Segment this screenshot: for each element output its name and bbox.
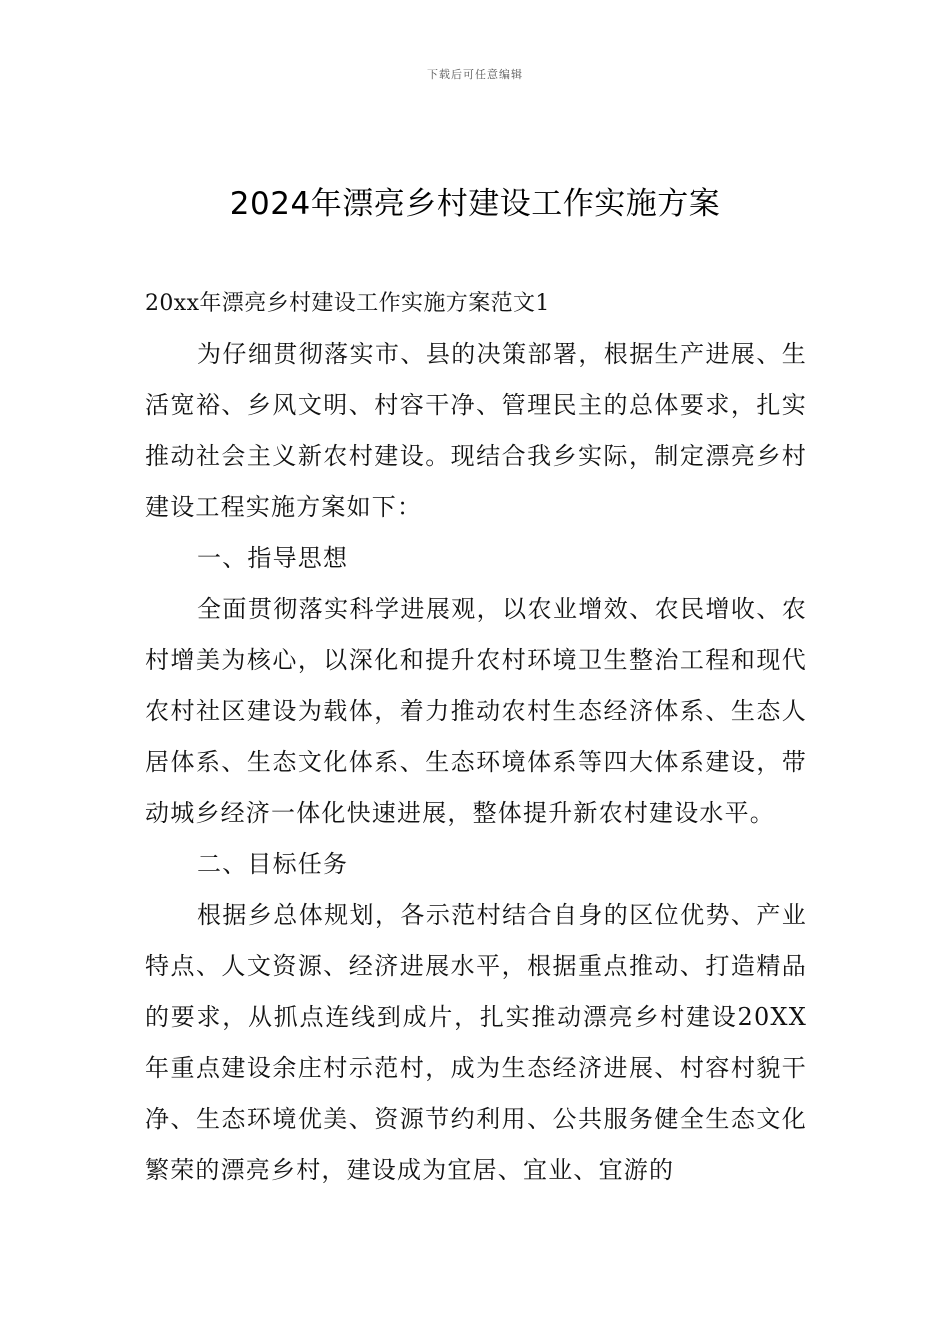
section-heading-objectives: 二、目标任务 [197, 850, 349, 878]
document-title: 2024年漂亮乡村建设工作实施方案 [229, 186, 721, 222]
document-body [145, 278, 807, 1196]
section-body-guiding-thought: 全面贯彻落实科学进展观，以农业增效、农民增收、农村增美为核心，以深化和提升农村环境卫生整治工程和现代农村社区建设为载体，着力推动农村生态经济体系、生态人居体系、生态文化体系、生态环境体系等四大体系建设，带动城乡经济一体化快速进展，整体提升新农村建设水平。 [145, 595, 807, 827]
document-subtitle: 20xx年漂亮乡村建设工作实施方案范文1 [145, 291, 550, 316]
section-heading-guiding-thought: 一、指导思想 [197, 544, 349, 572]
header-note: 下载后可任意编辑 [427, 68, 523, 81]
section-body-objectives: 根据乡总体规划，各示范村结合自身的区位优势、产业特点、人文资源、经济进展水平，根据重点推动、打造精品的要求，从抓点连线到成片，扎实推动漂亮乡村建设20XX年重点建设余庄村示范村，成为生态经济进展、村容村貌干净、生态环境优美、资源节约利用、公共服务健全生态文化繁荣的漂亮乡村，建设成为宜居、宜业、宜游的 [145, 901, 807, 1184]
intro-paragraph: 为仔细贯彻落实市、县的决策部署，根据生产进展、生活宽裕、乡风文明、村容干净、管理民主的总体要求，扎实推动社会主义新农村建设。现结合我乡实际，制定漂亮乡村建设工程实施方案如下： [145, 340, 807, 521]
